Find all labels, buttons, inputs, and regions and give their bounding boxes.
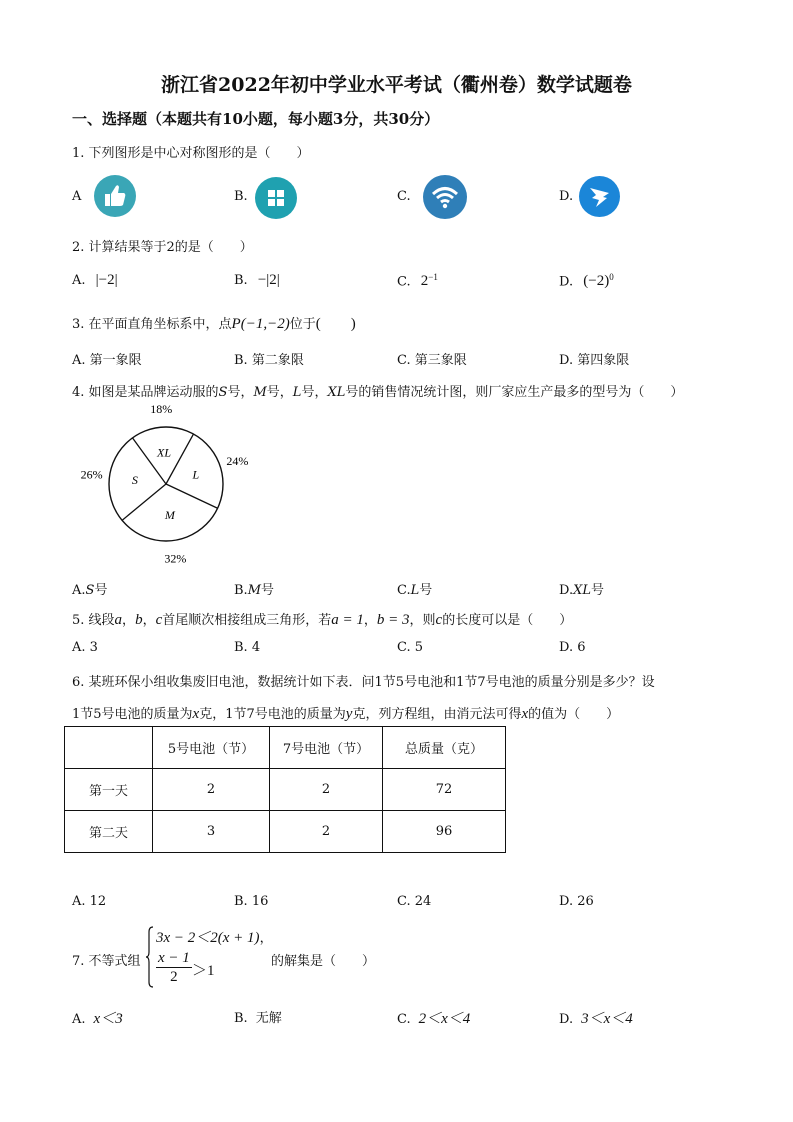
question-4-stem xyxy=(72,381,683,400)
q6-text-a: 1节5号电池的质量为 xyxy=(72,707,193,722)
q3-stem-pre: 3. 在平面直角坐标系中，点 xyxy=(72,317,232,332)
q5-option-a: A. 3 xyxy=(72,640,98,655)
q4-stem-pre: 4. 如图是某品牌运动服的 xyxy=(72,385,219,400)
q6-text-c: 克，列方程组，由消元法可得 xyxy=(352,707,522,722)
pie-category-label: XL xyxy=(157,445,172,460)
q7-option-b-text: 无解 xyxy=(255,1011,282,1026)
q4-size-m: M xyxy=(253,385,267,400)
table-header-cell: 7号电池（节） xyxy=(270,727,383,769)
question-7-stem-pre: 7. 不等式组 xyxy=(72,954,141,969)
q1-option-a-label: A xyxy=(72,189,82,204)
q6-text-b: 克，1节7号电池的质量为 xyxy=(199,707,346,722)
q2-option-d-base: (−2) xyxy=(583,273,610,290)
q3-paren: ( ) xyxy=(315,316,356,332)
pie-percent-label: 26% xyxy=(80,467,103,482)
q4-option-d-unit: 号 xyxy=(590,583,604,598)
q3-option-c: C. 第三象限 xyxy=(397,353,467,368)
q7-option-a xyxy=(72,1007,123,1028)
pie-category-label: S xyxy=(131,473,138,488)
q4-option-a-label: A. xyxy=(72,583,86,598)
q5-stem-mid2: ，则 xyxy=(409,613,436,628)
pie-percent-label: 24% xyxy=(226,453,249,468)
q7-option-c xyxy=(397,1007,470,1028)
table-header-cell: 总质量（克） xyxy=(383,727,506,769)
question-2-stem: 2. 计算结果等于2的是（ ） xyxy=(72,240,253,255)
q3-point: P(−1,−2) xyxy=(231,316,290,332)
q4-size-l: L xyxy=(292,385,302,400)
table-cell: 96 xyxy=(383,811,506,853)
q2-option-c xyxy=(397,272,438,290)
q2-option-d-label: D. xyxy=(559,274,574,290)
q2-option-b-math: −|2| xyxy=(257,272,280,288)
q2-option-b-label: B. xyxy=(234,273,248,288)
table-cell: 2 xyxy=(270,811,383,853)
q2-option-c-exponent: −1 xyxy=(428,272,438,282)
table-row xyxy=(65,769,506,811)
q5-option-d: D. 6 xyxy=(559,640,586,655)
question-6-line-1: 6. 某班环保小组收集废旧电池，数据统计如下表．问1节5号电池和1节7号电池的质量分别是多少？设 xyxy=(72,675,655,690)
q2-option-d-exponent: 0 xyxy=(609,272,614,282)
q7-option-d-label: D. xyxy=(559,1012,574,1027)
q1-option-d-label: D. xyxy=(559,189,574,204)
q3-option-d: D. 第四象限 xyxy=(559,353,630,368)
q4-option-a xyxy=(72,579,107,598)
q6-option-c: C. 24 xyxy=(397,894,432,909)
q7-fraction-numerator: x − 1 xyxy=(158,950,190,966)
table-cell: 72 xyxy=(383,769,506,811)
section-heading: 一、选择题（本题共有10小题，每小题3分，共30分） xyxy=(72,110,440,128)
q4-size-xl: XL xyxy=(327,385,346,400)
q4-option-c-label: C. xyxy=(397,583,411,598)
q6-option-b: B. 16 xyxy=(234,894,269,909)
table-row xyxy=(65,811,506,853)
q5-stem-post: 的长度可以是（ ） xyxy=(442,613,573,628)
battery-table xyxy=(64,726,506,853)
q2-option-a-math: |−2| xyxy=(95,272,118,288)
q6-var-y: y xyxy=(345,706,353,722)
q7-option-d xyxy=(559,1007,633,1028)
q7-option-c-label: C. xyxy=(397,1012,411,1027)
q4-size-s: S xyxy=(218,385,228,400)
q6-text-d: 的值为（ ） xyxy=(528,707,620,722)
q5-var-a: a xyxy=(114,612,123,628)
pie-slice-divider xyxy=(166,484,218,508)
page-title: 浙江省2022年初中学业水平考试（衢州卷）数学试题卷 xyxy=(161,74,632,96)
pie-category-label: L xyxy=(192,467,200,482)
table-cell: 3 xyxy=(153,811,270,853)
q7-option-d-math: 3＜x＜4 xyxy=(581,1011,633,1027)
q3-option-a: A. 第一象限 xyxy=(72,353,142,368)
question-3-stem xyxy=(72,312,356,333)
q4-sep-1: 号， xyxy=(227,385,254,400)
q5-comma-1: ， xyxy=(122,613,136,628)
table-header-cell xyxy=(65,727,153,769)
q4-option-b-size: M xyxy=(247,583,261,598)
q4-option-b-label: B. xyxy=(234,583,248,598)
q5-option-b: B. 4 xyxy=(234,640,261,655)
q5-stem-mid: 首尾顺次相接组成三角形，若 xyxy=(162,613,332,628)
q4-option-c-unit: 号 xyxy=(419,583,433,598)
q7-ineq-1-comma: ， xyxy=(259,931,273,946)
table-cell: 2 xyxy=(270,769,383,811)
thumbs-up-icon xyxy=(94,175,136,217)
table-header-row xyxy=(65,727,506,769)
q1-option-c-label: C. xyxy=(397,189,411,204)
q4-option-d xyxy=(559,579,604,598)
q4-option-a-size: S xyxy=(85,583,95,598)
q4-sep-3: 号， xyxy=(301,385,328,400)
q4-option-a-unit: 号 xyxy=(94,583,108,598)
q7-fraction xyxy=(156,950,192,986)
q7-option-b-label: B. xyxy=(234,1011,248,1026)
question-7-stem-post: 的解集是（ ） xyxy=(271,954,376,969)
q4-option-c-size: L xyxy=(410,583,420,598)
q6-var-x: x xyxy=(192,706,200,722)
q7-inequality-2-rhs: ＞1 xyxy=(192,963,215,979)
q5-comma-2: ， xyxy=(142,613,156,628)
q6-var-x-2: x xyxy=(521,706,529,722)
q7-fraction-denominator: 2 xyxy=(170,969,178,985)
q4-stem-post: 号的销售情况统计图，则厂家应生产最多的型号为（ ） xyxy=(345,385,684,400)
q7-option-a-math: x＜3 xyxy=(93,1011,123,1027)
q7-option-c-math: 2＜x＜4 xyxy=(418,1011,471,1027)
q5-eq-b: b = 3 xyxy=(376,612,410,628)
q7-inequality-1 xyxy=(156,926,273,947)
table-header-cell: 5号电池（节） xyxy=(153,727,270,769)
pie-percent-label: 18% xyxy=(150,402,173,417)
question-1-stem: 1. 下列图形是中心对称图形的是（ ） xyxy=(72,146,310,161)
q2-option-c-label: C. xyxy=(397,274,411,290)
pie-percent-label: 32% xyxy=(164,551,187,566)
q4-option-d-label: D. xyxy=(559,583,574,598)
wifi-icon xyxy=(423,175,467,219)
q5-option-c: C. 5 xyxy=(397,640,424,655)
q5-eq-a: a = 1 xyxy=(331,612,364,628)
pie-slice-divider xyxy=(122,484,166,520)
q5-var-c-2: c xyxy=(435,612,443,628)
question-5-stem xyxy=(72,609,572,629)
q2-option-c-base: 2 xyxy=(420,273,429,290)
q2-option-b xyxy=(234,272,280,289)
q5-stem-pre: 5. 线段 xyxy=(72,613,115,628)
brace-symbol xyxy=(146,926,154,988)
windows-grid-icon xyxy=(255,177,297,219)
q3-option-b: B. 第二象限 xyxy=(234,353,304,368)
q4-option-d-size: XL xyxy=(573,583,591,598)
q4-option-b-unit: 号 xyxy=(261,583,275,598)
q3-stem-post: 位于 xyxy=(289,317,316,332)
dingtalk-icon xyxy=(579,176,620,217)
q6-option-a: A. 12 xyxy=(72,894,107,909)
q7-option-b xyxy=(234,1007,282,1026)
pie-category-label: M xyxy=(164,508,175,523)
question-6-line-2 xyxy=(72,703,619,723)
q6-option-d: D. 26 xyxy=(559,894,594,909)
table-cell: 第一天 xyxy=(65,769,153,811)
q5-var-c: c xyxy=(155,612,163,628)
q4-sep-2: 号， xyxy=(266,385,293,400)
q1-option-b-label: B. xyxy=(234,189,248,204)
q5-comma-3: ， xyxy=(363,613,377,628)
q2-option-d xyxy=(559,272,614,290)
q4-option-c xyxy=(397,579,432,598)
pie-chart xyxy=(70,400,270,570)
table-cell: 2 xyxy=(153,769,270,811)
q7-option-a-label: A. xyxy=(72,1012,86,1027)
q5-var-b: b xyxy=(135,612,143,628)
table-cell: 第二天 xyxy=(65,811,153,853)
q4-option-b xyxy=(234,579,274,598)
q7-ineq-1-text: 3x − 2＜2(x + 1) xyxy=(156,930,260,946)
q2-option-a-label: A. xyxy=(72,273,86,288)
q2-option-a xyxy=(72,272,118,289)
